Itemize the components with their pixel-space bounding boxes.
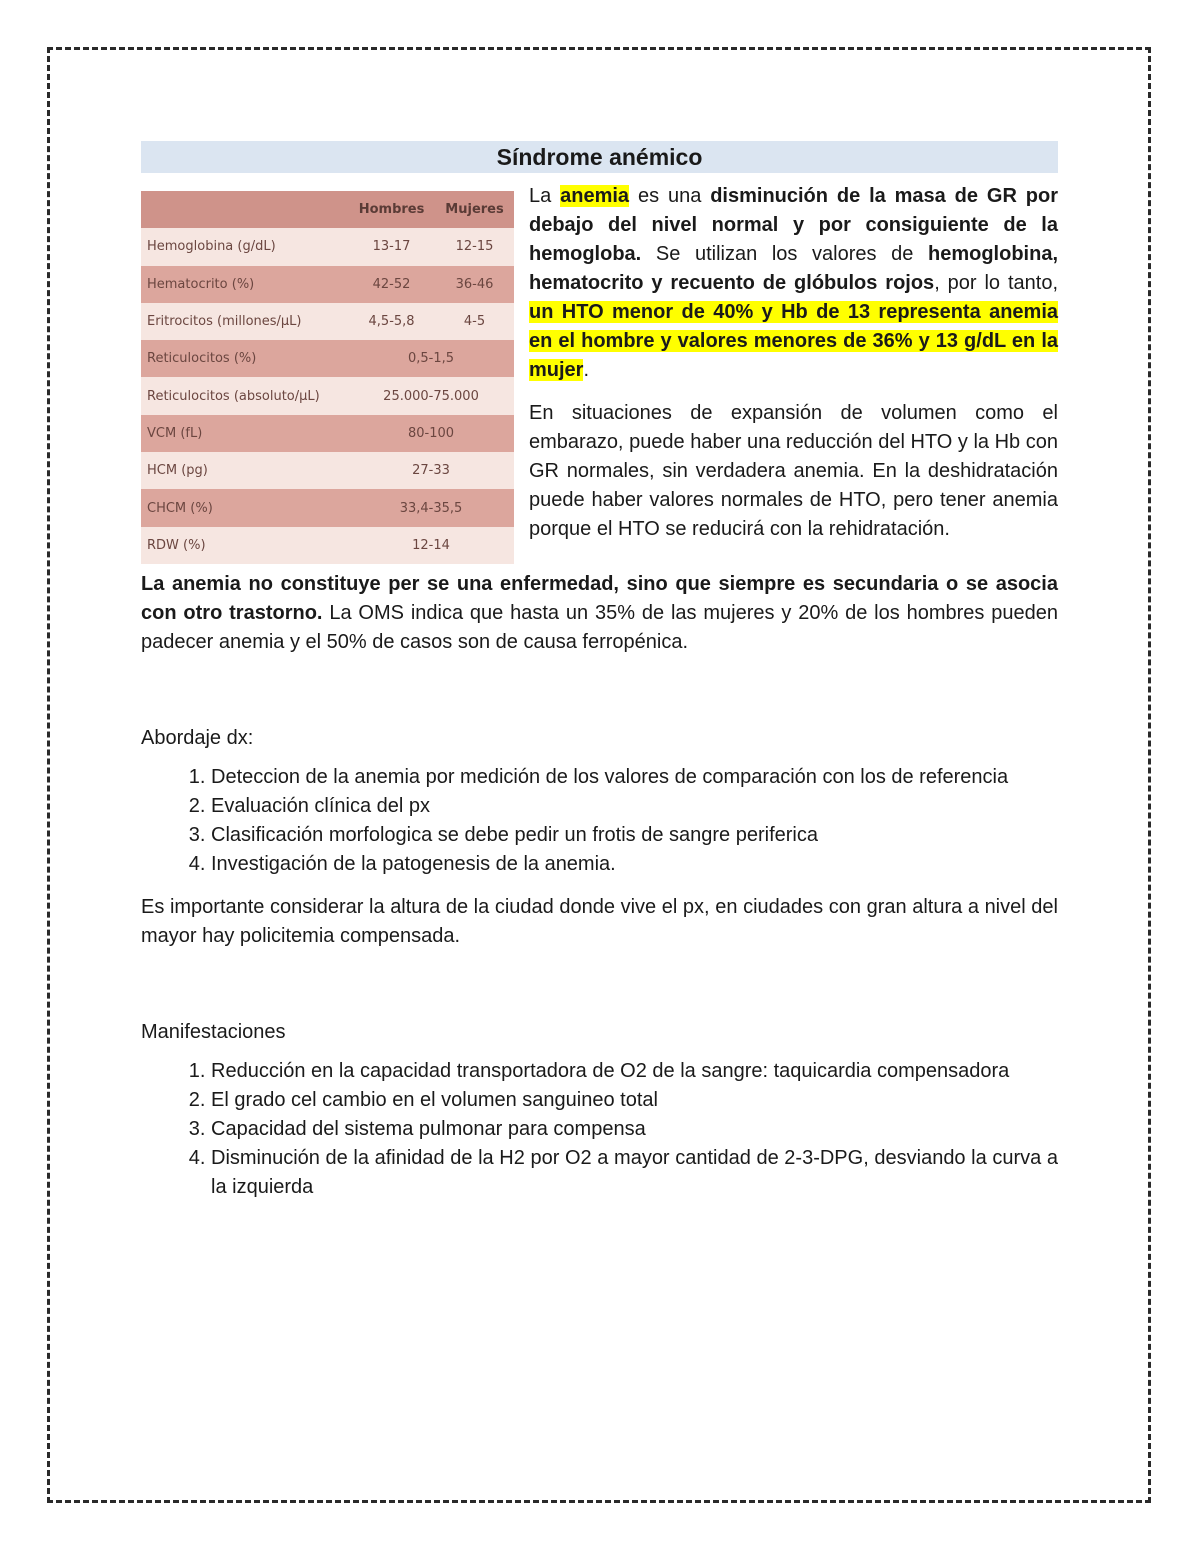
table-row — [141, 452, 514, 489]
table-cell-value: 12-14 — [348, 527, 514, 564]
table-row-label: Hemoglobina (g/dL) — [141, 228, 348, 265]
table-row — [141, 340, 514, 377]
intro-bold-values: hemoglobina, hematocrito y recuento de glóbulos rojos — [529, 243, 1058, 294]
list-item: 1. Deteccion de la anemia por medición de los valores de comparación con los de referencia — [211, 763, 1058, 792]
table-row-label: HCM (pg) — [141, 452, 348, 489]
table-cell-value: 80-100 — [348, 415, 514, 452]
table-header-cell: Hombres — [348, 191, 435, 228]
table-cell-value: 0,5-1,5 — [348, 340, 514, 377]
table-row-label: Hematocrito (%) — [141, 266, 348, 303]
volume-expansion-paragraph: En situaciones de expansión de volumen como el embarazo, puede haber una reducción del HTO y la Hb con GR normales, sin verdadera anemia. En la deshidratación puede haber valores normales de HTO, pero tener anemia porque el HTO se reducirá con la rehidratación. — [529, 402, 1058, 540]
table-row-label: Reticulocitos (absoluto/µL) — [141, 377, 348, 414]
intro-text: Se utilizan los valores de — [641, 243, 928, 265]
table-cell-value: 25.000-75.000 — [348, 377, 514, 414]
list-item: 1. Reducción en la capacidad transportadora de O2 de la sangre: taquicardia compensadora — [211, 1057, 1058, 1086]
secondary-anemia-text: La OMS indica que hasta un 35% de las mujeres y 20% de los hombres pueden padecer anemia y el 50% de casos son de causa ferropénica. — [141, 602, 1058, 653]
table-cell-hombres: 4,5-5,8 — [348, 303, 435, 340]
list-item: 2. El grado cel cambio en el volumen sanguineo total — [211, 1086, 1058, 1115]
table-cell-mujeres: 12-15 — [435, 228, 514, 265]
highlight-thresholds: un HTO menor de 40% y Hb de 13 representa anemia en el hombre y valores menores de 36% y 13 g/dL en la mujer — [529, 301, 1058, 381]
reference-values-table — [141, 191, 514, 564]
page-title: Síndrome anémico — [141, 141, 1058, 173]
manifestaciones-list — [141, 1057, 1058, 1202]
table-row — [141, 377, 514, 414]
table-row-label: VCM (fL) — [141, 415, 348, 452]
table-cell-hombres: 13-17 — [348, 228, 435, 265]
abordaje-list — [141, 763, 1058, 879]
list-item: 2. Evaluación clínica del px — [211, 792, 1058, 821]
table-cell-mujeres: 36-46 — [435, 266, 514, 303]
table-row — [141, 489, 514, 526]
table-header-cell: Mujeres — [435, 191, 514, 228]
table-cell-value: 33,4-35,5 — [348, 489, 514, 526]
intro-text: . — [583, 359, 590, 381]
secondary-anemia-paragraph — [141, 570, 1058, 657]
table-row — [141, 303, 514, 340]
table-cell-mujeres: 4-5 — [435, 303, 514, 340]
table-row-label: Reticulocitos (%) — [141, 340, 348, 377]
table-header-cell — [141, 191, 348, 228]
table-row-label: Eritrocitos (millones/µL) — [141, 303, 348, 340]
document-body — [141, 141, 1058, 1202]
list-item: 4. Disminución de la afinidad de la H2 por O2 a mayor cantidad de 2-3-DPG, desviando la curva a la izquierda — [211, 1144, 1058, 1202]
secondary-anemia-bold: La anemia no constituye per se una enfermedad, sino que siempre es secundaria o se asocia con otro trastorno. — [141, 573, 1058, 624]
intro-text: La — [529, 185, 561, 207]
table-cell-hombres: 42-52 — [348, 266, 435, 303]
table-row — [141, 228, 514, 265]
list-item: 4. Investigación de la patogenesis de la anemia. — [211, 850, 1058, 879]
intro-bold-definition: disminución de la masa de GR por debajo del nivel normal y por consiguiente de la hemogloba. — [529, 185, 1058, 265]
table-row — [141, 527, 514, 564]
intro-text: , por lo tanto, — [934, 272, 1058, 294]
table-row — [141, 266, 514, 303]
highlight-anemia: anemia — [560, 185, 630, 207]
reference-table-body — [141, 191, 514, 564]
table-row-label: CHCM (%) — [141, 489, 348, 526]
intro-text: es una — [629, 185, 711, 207]
list-item: 3. Capacidad del sistema pulmonar para compensa — [211, 1115, 1058, 1144]
manifestaciones-heading: Manifestaciones — [141, 1021, 286, 1043]
table-row — [141, 415, 514, 452]
altitude-note: Es importante considerar la altura de la ciudad donde vive el px, en ciudades con gran altura a nivel del mayor hay policitemia compensada. — [141, 896, 1058, 947]
list-item: 3. Clasificación morfologica se debe pedir un frotis de sangre periferica — [211, 821, 1058, 850]
table-cell-value: 27-33 — [348, 452, 514, 489]
table-header-row — [141, 191, 514, 228]
abordaje-heading: Abordaje dx: — [141, 727, 254, 749]
table-row-label: RDW (%) — [141, 527, 348, 564]
